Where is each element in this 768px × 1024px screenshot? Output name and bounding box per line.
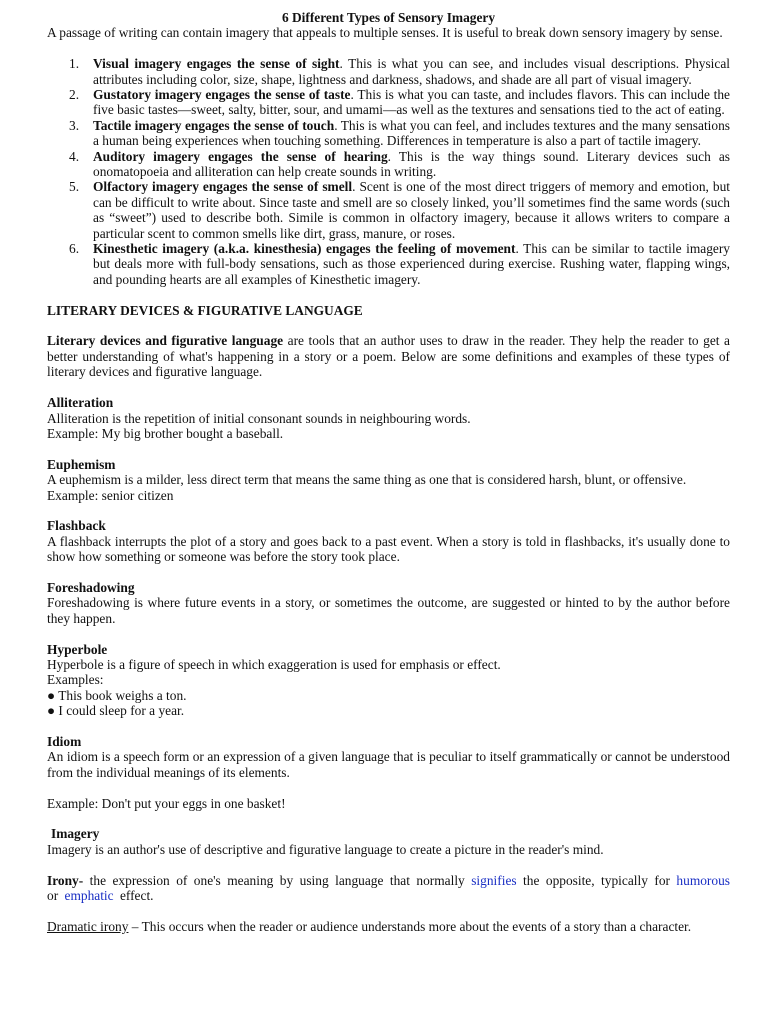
document-page [47, 10, 730, 934]
foreshadowing-heading [47, 580, 730, 595]
list-number: 6. [69, 241, 80, 257]
list-item-bold: Kinesthetic imagery (a.k.a. kinesthesia) engages the feeling of movement [93, 241, 516, 257]
idiom-example: Example: Don't put your eggs in one basket! [47, 795, 286, 811]
list-number: 5. [69, 179, 80, 195]
irony-text: the opposite, typically for [516, 872, 677, 888]
list-item [47, 87, 730, 118]
spacer [47, 318, 730, 333]
devices-intro-bold: Literary devices and figurative language [47, 333, 284, 349]
devices-intro-text: are tools that an author uses to draw in the reader. They help the reader to get a better understanding of what's happening in a story or a poem. Below are some definitions and examples of these types of literary devices and figurative language. [47, 333, 730, 380]
list-number: 2. [69, 87, 80, 103]
irony-text: the expression of one's meaning by using language that normally [83, 872, 472, 888]
spacer [47, 626, 730, 641]
idiom-definition: An idiom is a speech form or an expression of a given language that is peculiar to itself grammatically or cannot be understood from the individual meanings of its elements. [47, 749, 730, 780]
alliteration-definition: Alliteration is the repetition of initial consonant sounds in neighbouring words. [47, 410, 471, 426]
alliteration-heading-text: Alliteration [47, 395, 114, 411]
devices-intro-paragraph [47, 333, 730, 379]
idiom-heading-text: Idiom [47, 733, 82, 749]
list-item-text: . This is what you can taste, and includes flavors. This can include the five basic tastes—sweet, salty, bitter, sour, and umami—as well as the textures and sensations tied to the act of eating. [93, 87, 730, 118]
hyperbole-heading-text: Hyperbole [47, 641, 108, 657]
alliteration-heading [47, 395, 730, 410]
list-item-text: . This is what you can feel, and includes textures and the many sensations a human being experiences when touching something. Differences in temperature is also a part of tactile imagery. [93, 117, 730, 149]
intro-paragraph: A passage of writing can contain imagery that appeals to multiple senses. It is useful to break down sensory imagery by sense. [47, 25, 723, 41]
list-item [47, 179, 730, 241]
foreshadowing-definition: Foreshadowing is where future events in a story, or sometimes the outcome, are suggested or hinted to by the author before they happen. [47, 595, 730, 626]
flashback-definition: A flashback interrupts the plot of a story and goes back to a past event. When a story is told in flashbacks, it's usually done to show how something or someone was before the story took place. [47, 533, 730, 565]
list-item [47, 56, 730, 87]
list-item-bold: Visual imagery engages the sense of sight [93, 56, 340, 72]
hyperbole-heading [47, 642, 730, 657]
signifies-link[interactable]: signifies [471, 872, 517, 888]
dramatic-irony-text: – This occurs when the reader or audience understands more about the events of a story than a character. [128, 918, 692, 934]
list-item-bold: Tactile imagery engages the sense of touch [93, 117, 335, 133]
emphatic-link[interactable]: emphatic [64, 887, 114, 903]
irony-text: effect. [113, 887, 154, 903]
list-number: 4. [69, 148, 80, 164]
hyperbole-definition: Hyperbole is a figure of speech in which exaggeration is used for emphasis or effect. [47, 656, 501, 672]
list-item [47, 241, 730, 287]
humorous-link[interactable]: humorous [676, 872, 730, 888]
flashback-heading-text: Flashback [47, 518, 106, 534]
list-item-bold: Olfactory imagery engages the sense of smell [93, 179, 353, 195]
dramatic-irony-term: Dramatic irony [47, 918, 129, 934]
spacer [47, 719, 730, 734]
list-item-text: . Scent is one of the most direct triggers of memory and emotion, but can be difficult to write about. Since taste and smell are so closely linked, you’ll sometimes find the same words (such as “sweet”) used to describe both. Simile is common in olfactory imagery, because it allows writers to compare a particular scent to common smells like dirt, grass, manure, or roses. [93, 179, 730, 241]
sensory-imagery-list [47, 56, 730, 287]
irony-paragraph [47, 873, 730, 904]
irony-term: Irony- [47, 872, 84, 888]
spacer [47, 441, 730, 456]
list-item-text: . This is the way things sound. Literary devices such as onomatopoeia and alliteration can help create sounds in writing. [93, 148, 730, 180]
list-item [47, 118, 730, 149]
dramatic-irony-paragraph [47, 919, 730, 934]
hyperbole-example-item: ● I could sleep for a year. [47, 703, 185, 719]
spacer [47, 903, 730, 918]
list-number: 3. [69, 117, 80, 133]
list-item-text: . This is what you can see, and includes visual descriptions. Physical attributes including color, size, shape, lightness and darkness, shadows, and shade are all part of visual imagery. [93, 56, 730, 87]
section-heading: LITERARY DEVICES & FIGURATIVE LANGUAGE [47, 302, 363, 318]
alliteration-example: Example: My big brother bought a baseball. [47, 425, 284, 441]
spacer [47, 857, 730, 872]
spacer [47, 565, 730, 580]
idiom-heading [47, 734, 730, 749]
hyperbole-examples-label: Examples: [47, 672, 104, 688]
page-title: 6 Different Types of Sensory Imagery [281, 10, 496, 25]
euphemism-heading [47, 457, 730, 472]
list-item [47, 149, 730, 180]
foreshadowing-heading-text: Foreshadowing [47, 579, 135, 595]
spacer [47, 503, 730, 518]
spacer [47, 287, 730, 302]
imagery-definition: Imagery is an author's use of descriptive and figurative language to create a picture in the reader's mind. [47, 841, 604, 857]
irony-text: or [47, 887, 65, 903]
spacer [47, 780, 730, 795]
imagery-heading-text: Imagery [51, 826, 100, 842]
imagery-heading [47, 826, 730, 841]
euphemism-example: Example: senior citizen [47, 487, 174, 503]
spacer [47, 41, 730, 56]
flashback-heading [47, 518, 730, 533]
list-item-bold: Auditory imagery engages the sense of hearing [93, 148, 388, 164]
list-number: 1. [69, 56, 80, 72]
spacer [47, 380, 730, 395]
spacer [47, 811, 730, 826]
euphemism-definition: A euphemism is a milder, less direct term that means the same thing as one that is considered harsh, blunt, or offensive. [47, 472, 687, 488]
list-item-text: . This can be similar to tactile imagery but deals more with full-body sensations, such as those experienced during exercise. Rushing water, flapping wings, and pounding hearts are all examples of Kinesthetic imagery. [93, 241, 730, 287]
euphemism-heading-text: Euphemism [47, 456, 116, 472]
hyperbole-example-item: ● This book weighs a ton. [47, 687, 187, 703]
list-item-bold: Gustatory imagery engages the sense of taste [93, 87, 351, 103]
